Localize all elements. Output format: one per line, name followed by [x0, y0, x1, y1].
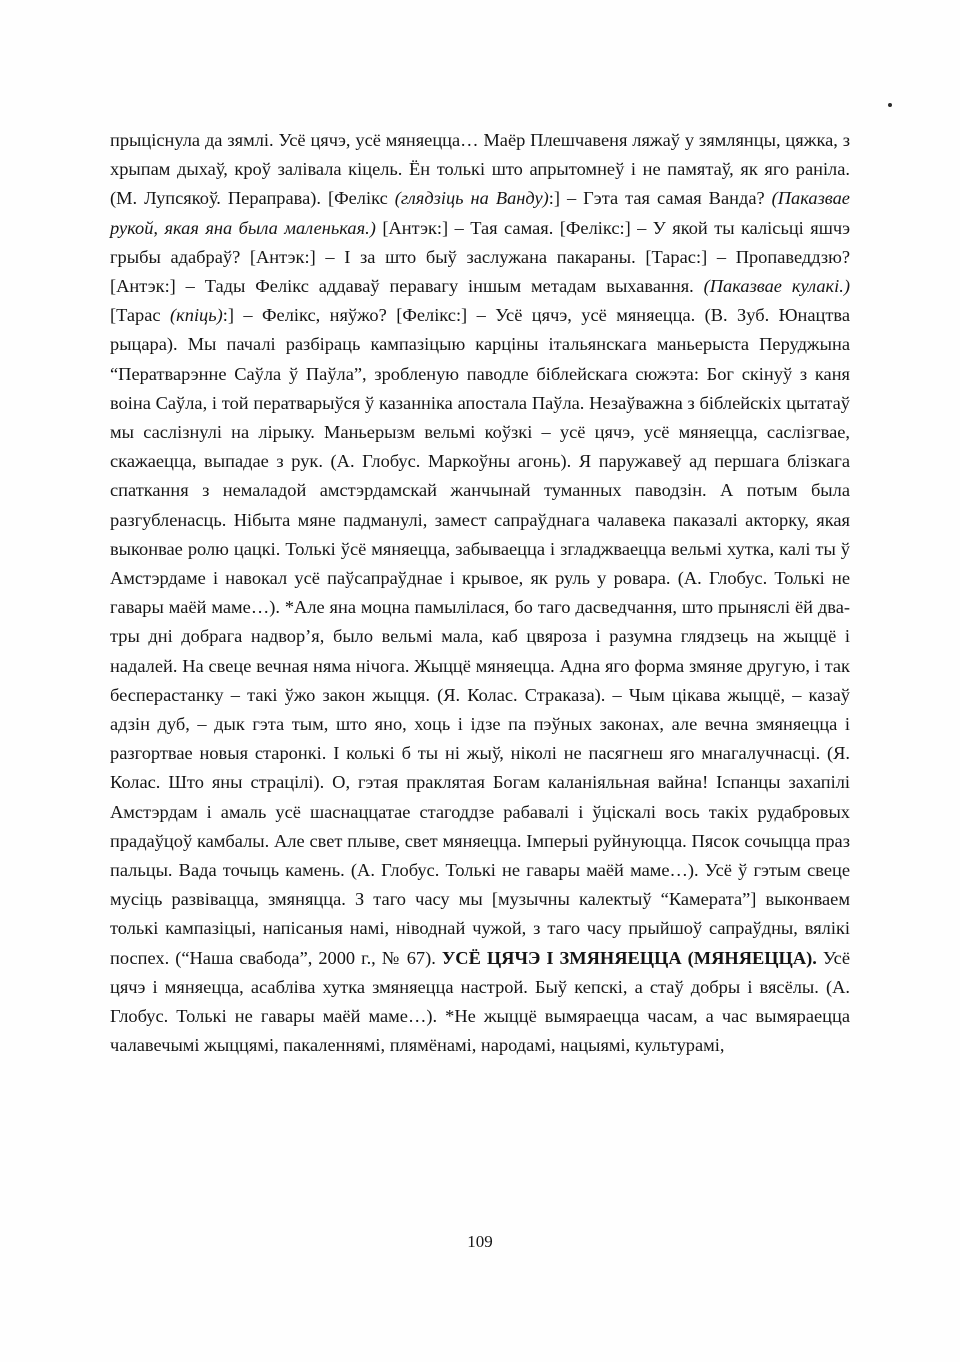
- main-paragraph: [110, 126, 850, 1061]
- stage-direction-text: (Паказвае рукой, якая яна была маленькая.): [110, 188, 850, 238]
- body-run: [Тарас: [110, 305, 171, 326]
- body-run: :] – Фелікс, няўжо? [Фелікс:] – Усё цячэ, усё мяняецца. (В. Зуб. Юнацтва рыцара). Мы пачалі разбіраць кампазіцыю карціны італьянскага маньерыста Перуджына “Ператварэнне Саўла ў Паўла”, зробленую паводле біблейскага сюжэта: Бог скінуў з каня воіна Саўла, і той ператварыўся ў казанніка апостала Паўла. Незаўважна з біблейскіх цытатаў мы саслізнулі на лірыку. Маньерызм вельмі коўзкі – усё цячэ, усё мяняецца, саслізгвае, скажаецца, выпадае з рук. (А. Глобус. Маркоўны агонь). Я паружавеў ад першага блізкага спаткання з немаладой амстэрдамскай жанчынай туманных паводзін. А потым была разгубленасць. Нібыта мяне падманулі, замест сапраўднага чалавека паказалі акторку, якая выконвае ролю цацкі. Толькі ўсё мяняецца, забываецца і згладжваецца вельмі хутка, калі ты ў Амстэрдаме і навокал усё паўсапраўднае і крывое, як руль у ровара. (А. Глобус. Толькі не гавары маёй маме…). *Але яна моцна памылілася, бо таго дасведчання, што прыняслі ёй два-тры дні добрага надвор’я, было вельмі мала, каб цвяроза і разумна глядзець на жыццё і надалей. На свеце вечная няма нічога. Жыццё мяняецца. Адна яго форма змяняе другую, і так бесперастанку – такі ўжо закон жыцця. (Я. Колас. Страказа). – Чым цікава жыццё, – казаў адзін дуб, – дык гэта тым, што яно, хоць і ідзе па пэўных законах, але вечна змяняецца і разгортвае новыя старонкі. І колькі б ты ні жыў, ніколі не пасягнеш яго мнагалучнасці. (Я. Колас. Што яны страцілі). О, гэтая праклятая Богам каланіяльная вайна! Іспанцы захапілі Амстэрдам і амаль усё шаснаццатае стагоддзе рабавалі і ўціскалі вось такіх рудабровых прадаўцоў камбалы. Але свет плыве, свет мяняецца. Імперыі руйнуюцца. Пясок сочыцца праз пальцы. Вада точыць камень. (А. Глобус. Толькі не гавары маёй маме…). Усё ў гэтым свеце мусіць развівацца, змяняцца. З таго часу мы [музычны калектыў “Камерата”] выконваем толькі кампазіцыі, напісаныя намі, ніводнай чужой, з таго часу прыйшоў сапраўдны, вялікі поспех. (“Наша свабода”, 2000 г., № 67).: [110, 305, 850, 968]
- stage-direction-text: (кпіць): [170, 305, 223, 326]
- page-number: 109: [467, 1232, 493, 1251]
- body-run: [Антэк:] – Тая самая. [Фелікс:] – У якой ты калісьці яшчэ грыбы адабраў? [Антэк:] – І за што быў заслужана пакараны. [Тарас:] – Пропаведдзю? [Антэк:] – Тады Фелікс аддаваў перавагу іншым метадам выхавання.: [110, 217, 850, 297]
- page-body-text: [110, 126, 850, 1061]
- entry-headword: УСЁ ЦЯЧЭ І ЗМЯНЯЕЦЦА (МЯНЯЕЦЦА).: [441, 947, 817, 968]
- stage-direction-text: (Паказвае кулакі.): [703, 276, 850, 297]
- body-run: прыціснула да зямлі. Усё цячэ, усё мяняецца… Маёр Плешчавеня ляжаў у зямлянцы, цяжка, з хрыпам дыхаў, кроў залівала кіцель. Ён толькі што апрытомнеў і не памятаў, як яго раніла. (М. Лупсякоў. Пераправа). [Фелікс: [110, 130, 850, 209]
- body-run: :] – Гэта тая самая Ванда?: [548, 188, 772, 209]
- page-corner-mark: [888, 103, 892, 107]
- body-run: Усё цячэ і мяняецца, асабліва хутка змяняецца настрой. Быў кепскі, а стаў добры і вясёлы. (А. Глобус. Толькі не гавары маёй маме…). *Не жыццё вымяраецца часам, а час вымяраецца чалавечымі жыццямі, пакаленнямі, плямёнамі, народамі, нацыямі, культурамі,: [110, 947, 851, 1056]
- stage-direction-text: (глядзіць на Ванду): [394, 188, 549, 209]
